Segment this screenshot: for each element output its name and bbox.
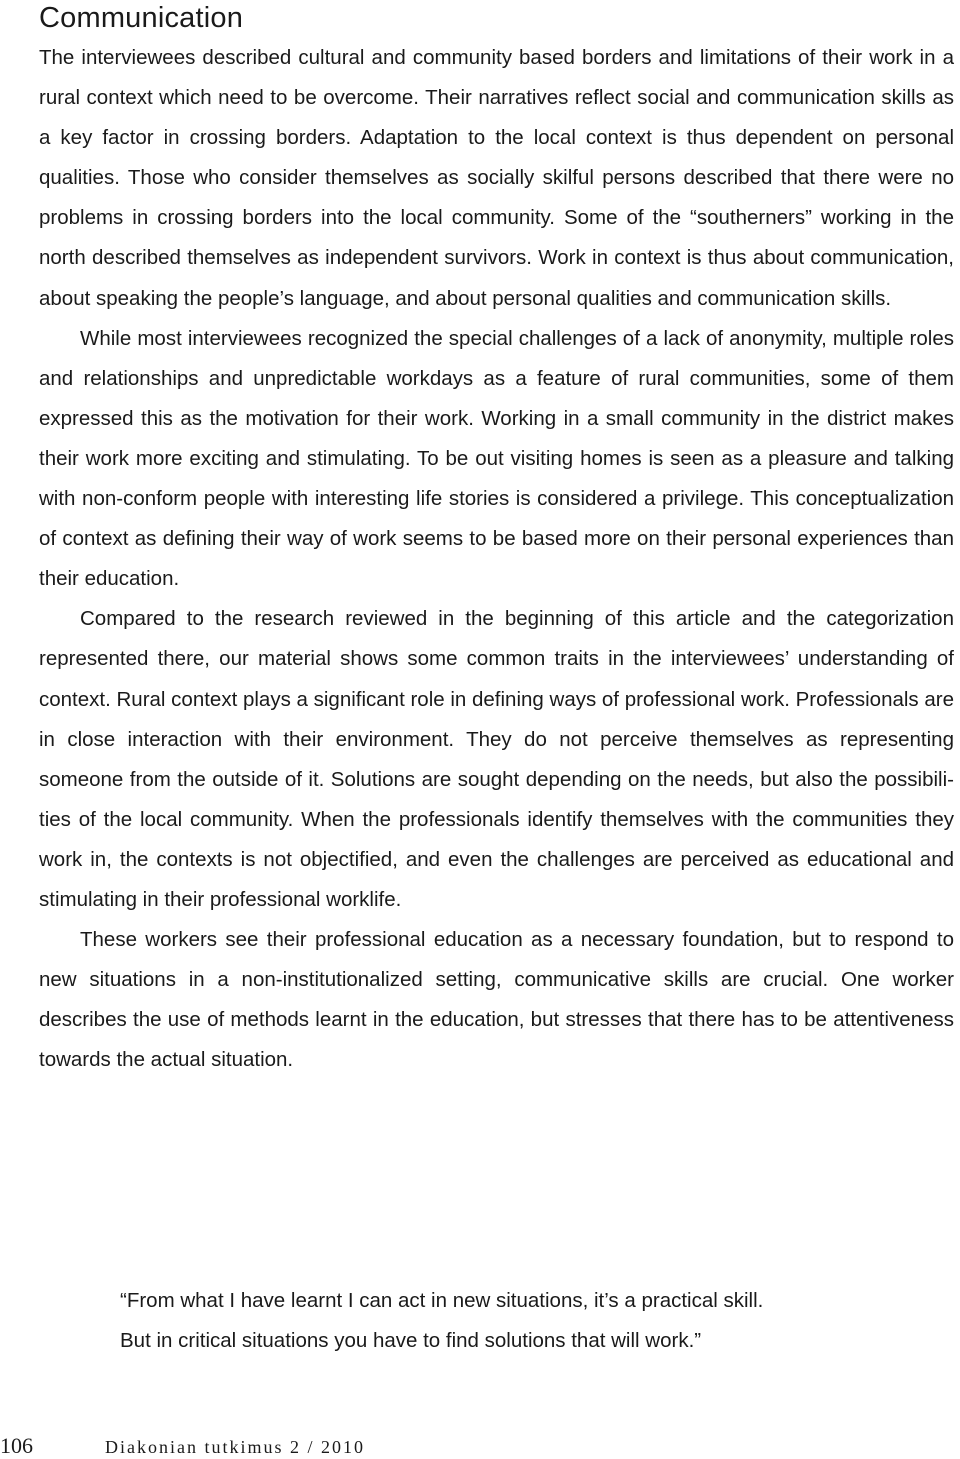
paragraph-3: Compared to the research reviewed in the beginning of this article and the categorization represented there, our material shows some common traits in the interviewees’ understanding of context. Rural context plays a significant role in defining ways of professional work. Professionals are in close interaction with their environment. They do not perceive themselves as representing someone from the outside of it. Solutions are sought depending on the needs, but also the possibilities of the local community. When the professionals identify themselves with the communities they work in, the contexts is not objectified, and even the challenges are perceived as educational and stimulating in their professional worklife. (39, 607, 954, 911)
paragraph-2: While most interviewees recognized the special challenges of a lack of anonymity, multiple roles and relationships and unpredictable workdays as a feature of rural communities, some of them expressed this as the motivation for their work. Working in a small community in the district makes their work more exciting and stimulating. To be out visiting homes is seen as a pleasure and talking with non-conform people with interesting life stories is considered a privilege. This conceptualization of context as defining their way of work seems to be based more on their personal experiences than their education. (39, 326, 954, 591)
body-text (39, 38, 954, 1080)
block-quote (120, 1281, 920, 1360)
page-number: 106 (0, 1433, 33, 1458)
journal-title: Diakonian tutkimus 2 / 2010 (105, 1437, 365, 1457)
paragraph-4: These workers see their professional education as a necessary foundation, but to respond to new situations in a non-institutionalized setting, communicative skills are crucial. One worker describes the use of methods learnt in the education, but stresses that there has to be attentiveness towards the actual situation. (39, 928, 954, 1072)
quote-line-1: “From what I have learnt I can act in new situations, it’s a practical skill. (120, 1289, 764, 1312)
section-heading: Communication (39, 2, 244, 34)
paragraph-1: The interviewees described cultural and community based borders and limitations of their work in a rural context which need to be overcome. Their narratives reflect social and communication skills as a key factor in crossing borders. Adaptation to the local context is thus dependent on personal qualities. Those who consider themselves as socially skilful persons described that there were no problems in crossing borders into the local community. Some of the “southerners” working in the north described themselves as independent survivors. Work in context is thus about communication, about speaking the people’s language, and about personal qualities and communication skills. (39, 46, 954, 310)
quote-line-2: But in critical situations you have to find solutions that will work.” (120, 1328, 702, 1352)
